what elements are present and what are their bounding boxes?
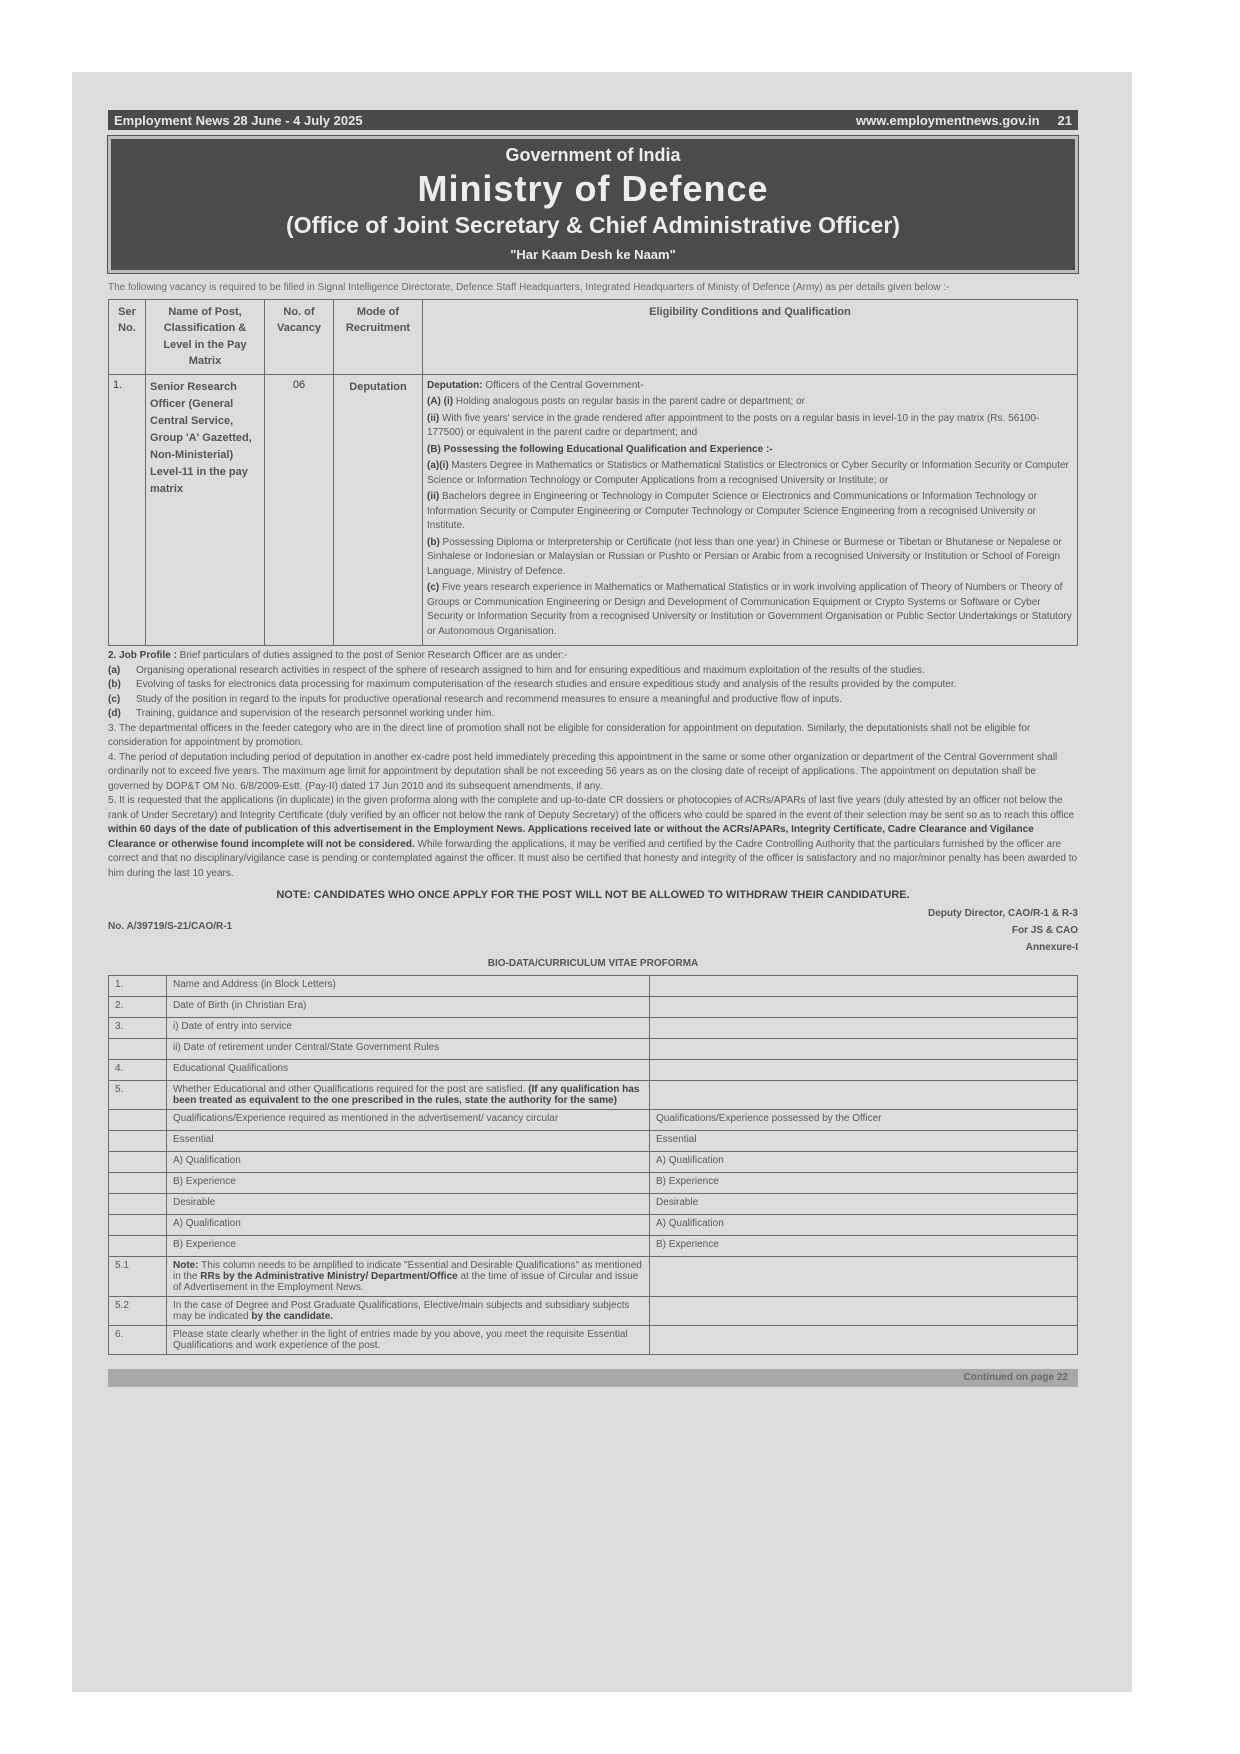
input-cell[interactable] <box>650 976 1078 997</box>
input-cell[interactable] <box>650 1326 1078 1355</box>
vacancy-count: 06 <box>265 374 334 646</box>
website-link[interactable]: www.employmentnews.gov.in <box>856 112 1040 128</box>
table-row <box>109 374 1078 646</box>
col-mode: Mode of Recruitment <box>334 299 423 374</box>
table-row: 6. Please state clearly whether in the light of entries made by you above, you meet the requisite Essential Qualifications and work experience of the post. <box>109 1326 1078 1355</box>
annexure-label: Annexure-I <box>1025 942 1078 953</box>
table-row: 5. Whether Educational and other Qualifications required for the post are satisfied. (If any qualification has been treated as equivalent to the one prescribed in the rules, state the authority for the same) <box>109 1081 1078 1110</box>
page-number: 21 <box>1057 112 1072 128</box>
continued-footer: Continued on page 22 <box>108 1369 1078 1387</box>
table-row: A) Qualification A) Qualification <box>109 1215 1078 1236</box>
withdrawal-note: NOTE: CANDIDATES WHO ONCE APPLY FOR THE POST WILL NOT BE ALLOWED TO WITHDRAW THEIR CANDIDATURE. <box>276 889 910 901</box>
ministry-title: Ministry of Defence <box>417 168 769 209</box>
elig-item: (A) (i) Holding analogous posts on regular basis in the parent cadre or department; or <box>427 396 805 407</box>
table-row: 2. Date of Birth (in Christian Era) <box>109 997 1078 1018</box>
elig-item: (c) Five years research experience in Mathematics or Mathematical Statistics or in work involving application of Theory of Numbers or Theory of Groups or Communication Engineering or Design and Development of Communication Equipment or Crypto Systems or Software or Cyber Security or Information Security from a recognised University or Institution or Government Organisation or Public Sector Undertakings or Statutory or Autonomous Organisation. <box>427 582 1072 637</box>
elig-item: (B) Possessing the following Educational Qualification and Experience :- <box>427 443 773 455</box>
job-profile-item: (a) Organising operational research activities in respect of the sphere of research assigned to him and for ensuring expeditious and maximum exploitation of the results of the studies. <box>108 664 925 676</box>
table-row: 1. Name and Address (in Block Letters) <box>109 976 1078 997</box>
eligibility-conditions <box>423 374 1078 646</box>
table-row: Essential Essential <box>109 1131 1078 1152</box>
reference-number: No. A/39719/S-21/CAO/R-1 <box>108 921 233 932</box>
advertisement <box>108 110 1078 1387</box>
proforma-title: BIO-DATA/CURRICULUM VITAE PROFORMA <box>487 958 699 969</box>
vacancy-table <box>108 299 1078 647</box>
input-cell[interactable] <box>650 1081 1078 1110</box>
ser-no: 1. <box>109 374 146 646</box>
table-row: ii) Date of retirement under Central/State Government Rules <box>109 1039 1078 1060</box>
ministry-banner <box>108 136 1078 273</box>
elig-item: (a)(i) Masters Degree in Mathematics or Statistics or Mathematical Statistics or Electronics or Cyber Security or Information Security or Computer Science or Information Technology or Computer Applications from a recognised University or Institute; or <box>427 460 1069 486</box>
qualification-header-row: Qualifications/Experience required as mentioned in the advertisement/ vacancy circular Qualifications/Experience possessed by the Officer <box>109 1110 1078 1131</box>
publication-title: Employment News 28 June - 4 July 2025 <box>114 112 363 128</box>
job-profile-item: (d) Training, guidance and supervision of the research personnel working under him. <box>108 708 495 719</box>
input-cell[interactable] <box>650 1018 1078 1039</box>
input-cell[interactable] <box>650 1297 1078 1326</box>
input-cell[interactable] <box>650 1039 1078 1060</box>
col-ser-no: Ser No. <box>109 299 146 374</box>
table-row: 4. Educational Qualifications <box>109 1060 1078 1081</box>
signature-block <box>108 905 1078 956</box>
table-row: B) Experience B) Experience <box>109 1236 1078 1257</box>
col-vacancy: No. of Vacancy <box>265 299 334 374</box>
input-cell[interactable] <box>650 1060 1078 1081</box>
table-row: 3. i) Date of entry into service <box>109 1018 1078 1039</box>
paragraph-4: 4. The period of deputation including period of deputation in another ex-cadre post held immediately preceding this appointment in the same or some other organization or department of the Central Government shall ordinarily not to exceed five years. The maximum age limit for appointment by deputation shall be not exceeding 56 years as on the closing date of receipt of applications. The appointment on deputation shall be governed by DOP&T OM No. 6/8/2009-Estt. (Pay-II) dated 17 Jun 2010 and its subsequent amendments, if any. <box>108 751 1058 792</box>
input-cell[interactable] <box>650 997 1078 1018</box>
table-row: A) Qualification A) Qualification <box>109 1152 1078 1173</box>
biodata-proforma-table <box>108 975 1078 1355</box>
table-row: Desirable Desirable <box>109 1194 1078 1215</box>
signatory-for: For JS & CAO <box>1011 925 1078 936</box>
col-eligibility: Eligibility Conditions and Qualification <box>423 299 1078 374</box>
job-profile-item: (b) Evolving of tasks for electronics data processing for maximum computerisation of the research studies and ensure expeditious study and analysis of the results provided by the computer. <box>108 679 957 690</box>
elig-item: (b) Possessing Diploma or Interpretership or Certificate (not less than one year) in Chinese or Burmese or Tibetan or Bhutanese or Nepalese or Sinhalese or Indonesian or Malaysian or Russian or Pushto or Persian or Arabic from a recognised University or Institution or School of Foreign Language, Ministry of Defence. <box>427 536 1062 577</box>
government-label: Government of India <box>505 145 681 165</box>
paragraph-5: 5. It is requested that the applications (in duplicate) in the given proforma along with the complete and up-to-date CR dossiers or photocopies of ACRs/APARs of last five years (duly attested by an officer not below the rank of Under Secretary) and Integrity Certificate (duly verified by an officer not below the rank of Deputy Secretary) of the officers who could be spared in the event of their selection may be sent so as to reach this office within 60 days of the date of publication of this advertisement in the Employment News. Applications received late or without the ACRs/APARs, Integrity Certificate, Cadre Clearance and Vigilance Clearance or otherwise found incomplete will not be considered. While forwarding the applications, it may be verified and certified by the Cadre Controlling Authority that the particulars furnished by the officer are correct and that no disciplinary/vigilance case is pending or contemplated against the officer. It must also be certified that honesty and integrity of the officer is satisfactory and no major/minor penalty has been awarded to him during the last 10 years. <box>108 795 1078 879</box>
signatory-designation: Deputy Director, CAO/R-1 & R-3 <box>927 908 1078 919</box>
job-profile-heading: 2. Job Profile : Brief particulars of duties assigned to the post of Senior Research Officer are as under:- <box>108 650 568 661</box>
elig-item: (ii) With five years' service in the grade rendered after appointment to the posts on a regular basis in level-10 in the pay matrix (Rs. 56100-177500) or equivalent in the parent cadre or department; and <box>427 412 1040 438</box>
col-post: Name of Post, Classification & Level in the Pay Matrix <box>146 299 265 374</box>
elig-item: Deputation: Officers of the Central Government- <box>427 379 644 391</box>
recruitment-mode: Deputation <box>334 374 423 646</box>
input-cell[interactable] <box>650 1257 1078 1297</box>
table-row: 5.2 In the case of Degree and Post Graduate Qualifications, Elective/main subjects and subsidiary subjects may be indicated by the candidate. <box>109 1297 1078 1326</box>
intro-text: The following vacancy is required to be filled in Signal Intelligence Directorate, Defence Staff Headquarters, Integrated Headquarters of Ministy of Defence (Army) as per details given below :- <box>108 282 950 293</box>
publication-header <box>108 110 1078 130</box>
paragraph-3: 3. The departmental officers in the feeder category who are in the direct line of promotion shall not be eligible for consideration for appointment on deputation. Similarly, the deputationists shall not be eligible for consideration for appointment by promotion. <box>108 722 1031 748</box>
elig-item: (ii) Bachelors degree in Engineering or Technology in Computer Science or Electronics and Communications or Information Technology or Information Security or Computer Engineering or Computer Technology or Computer Science Engineering from a recognised University or Institute. <box>427 491 1037 531</box>
motto: "Har Kaam Desh ke Naam" <box>510 247 676 262</box>
vacancy-table-header <box>109 299 1078 374</box>
job-profile-item: (c) Study of the position in regard to the inputs for productive operational research and recommend measures to ensure a meaningful and productive flow of inputs. <box>108 693 842 705</box>
office-subtitle: (Office of Joint Secretary & Chief Administrative Officer) <box>286 212 900 238</box>
post-name: Senior Research Officer (General Central Service, Group 'A' Gazetted, Non-Ministerial) Level-11 in the pay matrix <box>146 374 265 646</box>
job-profile <box>108 649 1078 722</box>
table-row: 5.1 Note: This column needs to be amplified to indicate "Essential and Desirable Qualifications" as mentioned in the RRs by the Administrative Ministry/ Department/Office at the time of issue of Circular and issue of Advertisement in the Employment News. <box>109 1257 1078 1297</box>
table-row: B) Experience B) Experience <box>109 1173 1078 1194</box>
